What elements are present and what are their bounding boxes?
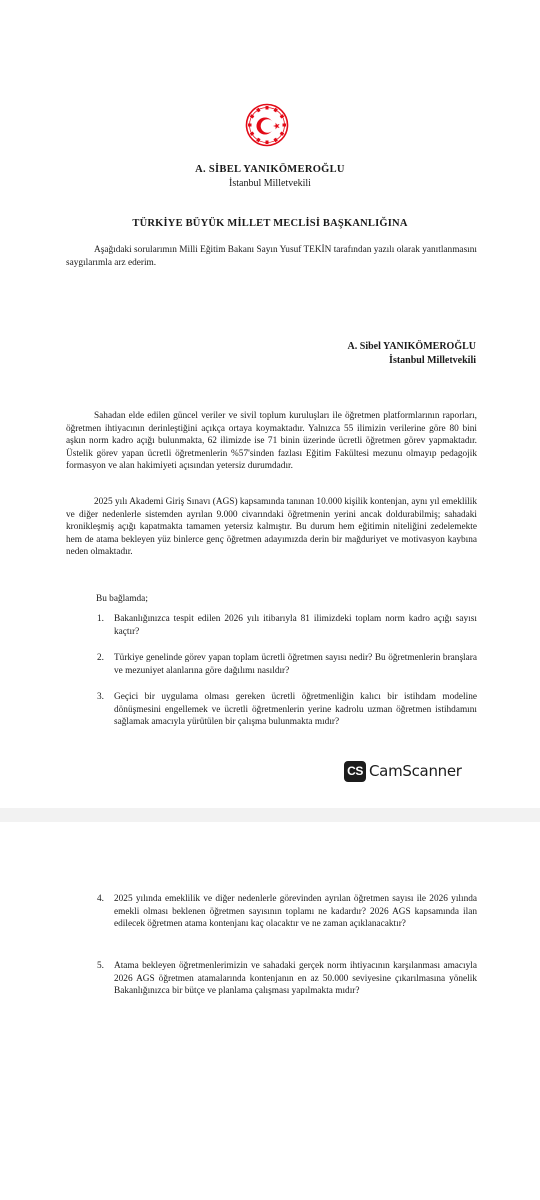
question-number: 4.: [97, 894, 104, 904]
signature-name: A. Sibel YANIKÖMEROĞLU: [347, 341, 476, 352]
page-separator: [0, 808, 540, 822]
question-text: Atama bekleyen öğretmenlerimizin ve sahadaki gerçek norm ihtiyacının karşılanması amacıyla 2026 AGS öğretmen atamalarında kontenjanın en az 50.000 seviyesine çıkarılmasına yönelik Bakanlığınızca bir bütçe ve planlama çalışması yapılmakta mıdır?: [114, 961, 477, 997]
body-paragraph-2: 2025 yılı Akademi Giriş Sınavı (AGS) kapsamında tanınan 10.000 kişilik kontenjan, aynı yıl emeklilik ve diğer nedenlerle sistemden ayrılan 9.000 civarındaki öğretmenin yerini ancak doldurabilmiş; sahadaki kronikleşmiş açığı kapatmakta tamamen yetersiz kalmıştır. Bu durum hem eğitimin niteliğini zedelemekte hem de atama bekleyen yüz binlerce genç öğretmen adayımızda derin bir mağduriyet ve motivasyon kaybına neden olmaktadır.: [66, 497, 477, 558]
question-number: 1.: [97, 614, 104, 624]
camscanner-watermark: [344, 761, 464, 783]
questions-intro: Bu bağlamda;: [96, 594, 148, 604]
body-paragraph-1: Sahadan elde edilen güncel veriler ve sivil toplum kuruluşları ile öğretmen platformlarının raporları, öğretmen ihtiyacının derinleştiğini açıkça ortaya koymaktadır. Yalnızca 55 ilimizin verilerine göre 80 bini aşkın norm kadro açığı bulunmakta, 62 ilimizde ise 71 binin üzerinde ücretli öğretmen görev yapmaktadır. Üstelik görev yapan ücretli öğretmenlerin %57'sinden fazlası Eğitim Fakültesi mezunu olmayıp pedagojik formasyon ve alan hakimiyeti açısından yetersiz durumdadır.: [66, 411, 477, 472]
deputy-name-header: A. SİBEL YANIKÖMEROĞLU: [195, 164, 345, 175]
question-text: Bakanlığınızca tespit edilen 2026 yılı itibarıyla 81 ilimizdeki toplam norm kadro açığı sayısı kaçtır?: [114, 614, 477, 637]
question-item: [66, 960, 477, 998]
question-text: Türkiye genelinde görev yapan toplam ücretli öğretmen sayısı nedir? Bu öğretmenlerin branşlara ve mezuniyet alanlarına göre dağılımı nasıldır?: [114, 653, 477, 676]
question-item: [66, 691, 477, 729]
camscanner-logo-icon: CS: [344, 761, 366, 782]
question-item: [66, 652, 477, 677]
question-item: [66, 893, 477, 931]
question-number: 3.: [97, 692, 104, 702]
signature-role: İstanbul Milletvekili: [389, 355, 476, 366]
question-item: [66, 613, 477, 638]
question-number: 2.: [97, 653, 104, 663]
question-text: 2025 yılında emeklilik ve diğer nedenlerle görevinden ayrılan öğretmen sayısı ile 2026 yılında emekli olması beklenen öğretmen sayısının toplamı ne kadardır? 2026 AGS kapsamında ilan edilecek öğretmen atama kontenjanı kaç olacaktır ve ne zaman açıklanacaktır?: [114, 894, 477, 930]
deputy-role-header: İstanbul Milletvekili: [229, 178, 311, 189]
camscanner-wordmark: CamScanner: [369, 762, 462, 780]
addressee-heading: TÜRKİYE BÜYÜK MİLLET MECLİSİ BAŞKANLIĞINA: [132, 218, 408, 229]
question-number: 5.: [97, 961, 104, 971]
request-paragraph: Aşağıdaki sorularımın Milli Eğitim Bakanı Sayın Yusuf TEKİN tarafından yazılı olarak yanıtlanmasını saygılarımla arz ederim.: [66, 245, 477, 268]
tbmm-seal-icon: [245, 103, 289, 147]
document-page-2: [0, 822, 540, 1200]
question-text: Geçici bir uygulama olması gereken ücretli öğretmenliğin kalıcı bir istihdam modeline dönüşmesini engellemek ve ücretli öğretmenlerin yerine kadrolu uzman öğretmen istihdamını sağlamak amacıyla yürütülen bir çalışma bulunmakta mıdır?: [114, 692, 477, 728]
